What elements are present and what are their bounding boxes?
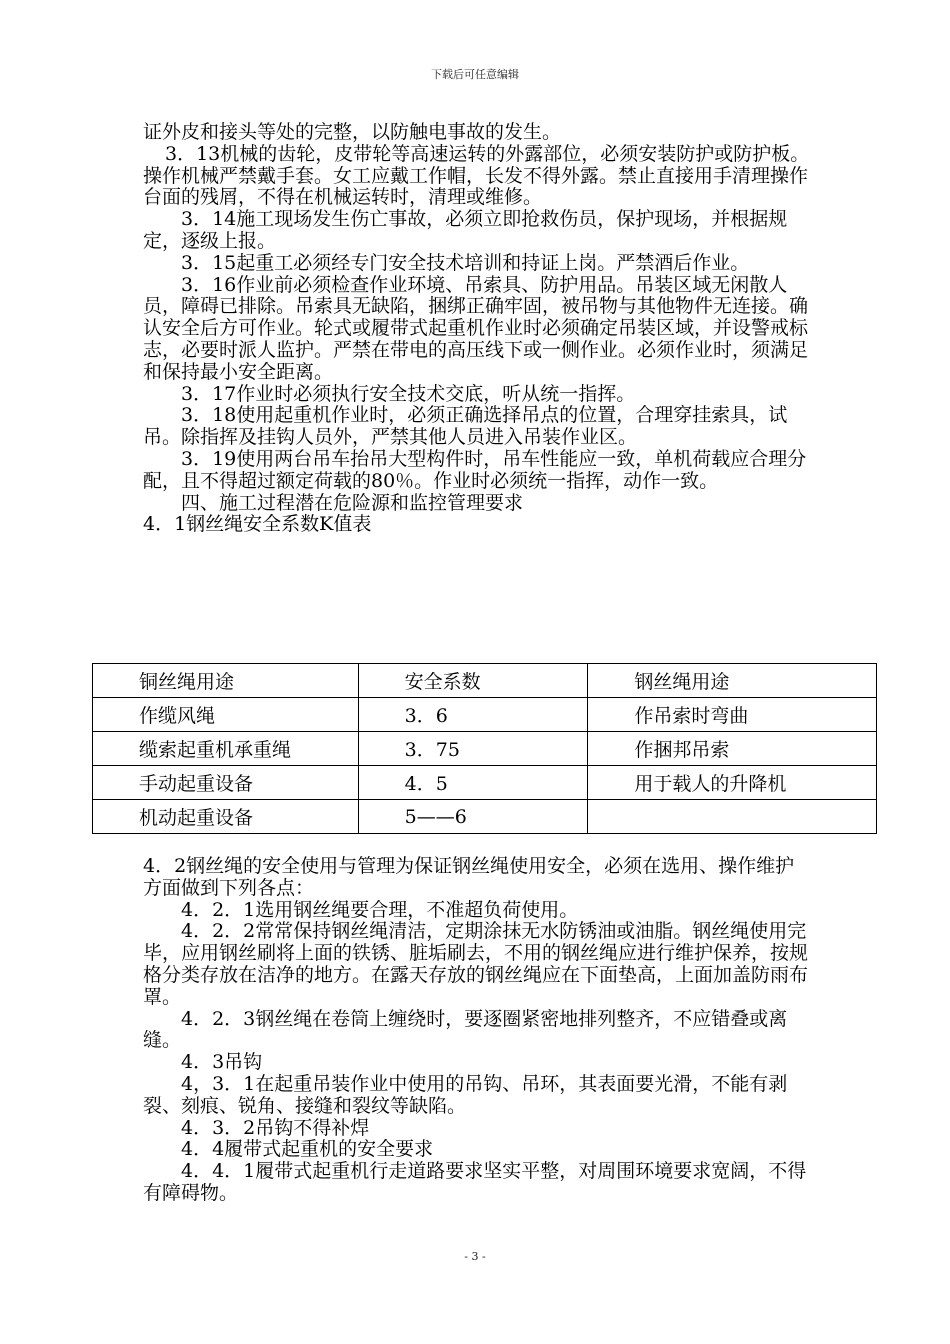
table-cell: 作吊索时弯曲 bbox=[588, 698, 877, 732]
paragraph: 3．13机械的齿轮，皮带轮等高速运转的外露部位，必须安装防护或防护板。操作机械严禁戴手套。女工应戴工作帽，长发不得外露。禁止直接用手清理操作台面的残屑，不得在机械运转时，清理或维修。 bbox=[143, 142, 810, 209]
table-caption: 4．1钢丝绳安全系数K值表 bbox=[143, 513, 372, 536]
paragraph: 3．15起重工必须经专门安全技术培训和持证上岗。严禁酒后作业。 bbox=[181, 251, 750, 274]
table-cell: 用于载人的升降机 bbox=[588, 766, 877, 800]
paragraph: 4．4．1履带式起重机行走道路要求坚实平整，对周围环境要求宽阔，不得有障碍物。 bbox=[143, 1160, 807, 1204]
table-cell: 作缆风绳 bbox=[93, 698, 359, 732]
body-text-bottom bbox=[143, 856, 811, 1205]
table-cell: 安全系数 bbox=[358, 664, 588, 698]
paragraph: 3．19使用两台吊车抬吊大型构件时，吊车性能应一致，单机荷载应合理分配，且不得超过额定荷载的80％。作业时必须统一指挥，动作一致。 bbox=[143, 447, 807, 492]
paragraph: 证外皮和接头等处的完整，以防触电事故的发生。 bbox=[143, 121, 562, 143]
table-cell: 钢丝绳用途 bbox=[588, 664, 877, 698]
paragraph: 4．2．3钢丝绳在卷筒上缠绕时，要逐圈紧密地排列整齐，不应错叠或离缝。 bbox=[143, 1007, 788, 1052]
table-row bbox=[93, 800, 877, 834]
paragraph: 4．2．1选用钢丝绳要合理，不准超负荷使用。 bbox=[181, 898, 579, 921]
table-cell: 作捆邦吊索 bbox=[588, 732, 877, 766]
table-row bbox=[93, 766, 877, 800]
table-cell: 缆索起重机承重绳 bbox=[93, 732, 359, 766]
page-number: - 3 - bbox=[464, 1250, 486, 1263]
paragraph: 3．14施工现场发生伤亡事故，必须立即抢救伤员，保护现场，并根据规定，逐级上报。 bbox=[143, 208, 788, 252]
table-cell: 5——6 bbox=[358, 800, 588, 834]
table-cell: 机动起重设备 bbox=[93, 800, 359, 834]
paragraph: 4．3．2吊钩不得补焊 bbox=[181, 1116, 370, 1139]
paragraph: 4．2．2常常保持钢丝绳清洁，定期涂抹无水防锈油或油脂。钢丝绳使用完毕，应用钢丝刷将上面的铁锈、脏垢刷去，不用的钢丝绳应进行维护保养，按规格分类存放在洁净的地方。在露天存放的钢丝绳应在下面垫高，上面加盖防雨布罩。 bbox=[143, 920, 809, 1008]
table-cell: 3．6 bbox=[358, 698, 588, 732]
table-cell: 铜丝绳用途 bbox=[93, 664, 359, 698]
table-row bbox=[93, 664, 877, 698]
safety-factor-table bbox=[92, 663, 877, 834]
table-row bbox=[93, 732, 877, 766]
section-heading: 四、施工过程潜在危险源和监控管理要求 bbox=[181, 491, 524, 514]
body-text-top bbox=[143, 122, 811, 536]
table-row bbox=[93, 698, 877, 732]
table-cell: 手动起重设备 bbox=[93, 766, 359, 800]
table-cell: 3．75 bbox=[358, 732, 588, 766]
paragraph: 3．16作业前必须检查作业环境、吊索具、防护用品。吊装区域无闲散人员，障碍已排除。吊索具无缺陷，捆绑正确牢固，被吊物与其他物件无连接。确认安全后方可作业。轮式或履带式起重机作业时必须确定吊装区域，并设警戒标志，必要时派人监护。严禁在带电的高压线下或一侧作业。必须作业时，须满足和保持最小安全距离。 bbox=[143, 273, 809, 383]
table-cell: 4．5 bbox=[358, 766, 588, 800]
paragraph: 4．2钢丝绳的安全使用与管理为保证钢丝绳使用安全，必须在选用、操作维护方面做到下列各点： bbox=[143, 855, 795, 899]
table-cell bbox=[588, 800, 877, 834]
paragraph: 3．17作业时必须执行安全技术交底，听从统一指挥。 bbox=[181, 382, 636, 405]
subsection-heading: 4．3吊钩 bbox=[181, 1051, 263, 1074]
paragraph: 4，3．1在起重吊装作业中使用的吊钩、吊环，其表面要光滑，不能有剥裂、刻痕、锐角、接缝和裂纹等缺陷。 bbox=[143, 1072, 788, 1117]
page-header: 下载后可任意编辑 bbox=[431, 68, 519, 81]
subsection-heading: 4．4履带式起重机的安全要求 bbox=[181, 1138, 434, 1161]
paragraph: 3．18使用起重机作业时，必须正确选择吊点的位置，合理穿挂索具，试吊。除指挥及挂钩人员外，严禁其他人员进入吊装作业区。 bbox=[143, 404, 788, 449]
